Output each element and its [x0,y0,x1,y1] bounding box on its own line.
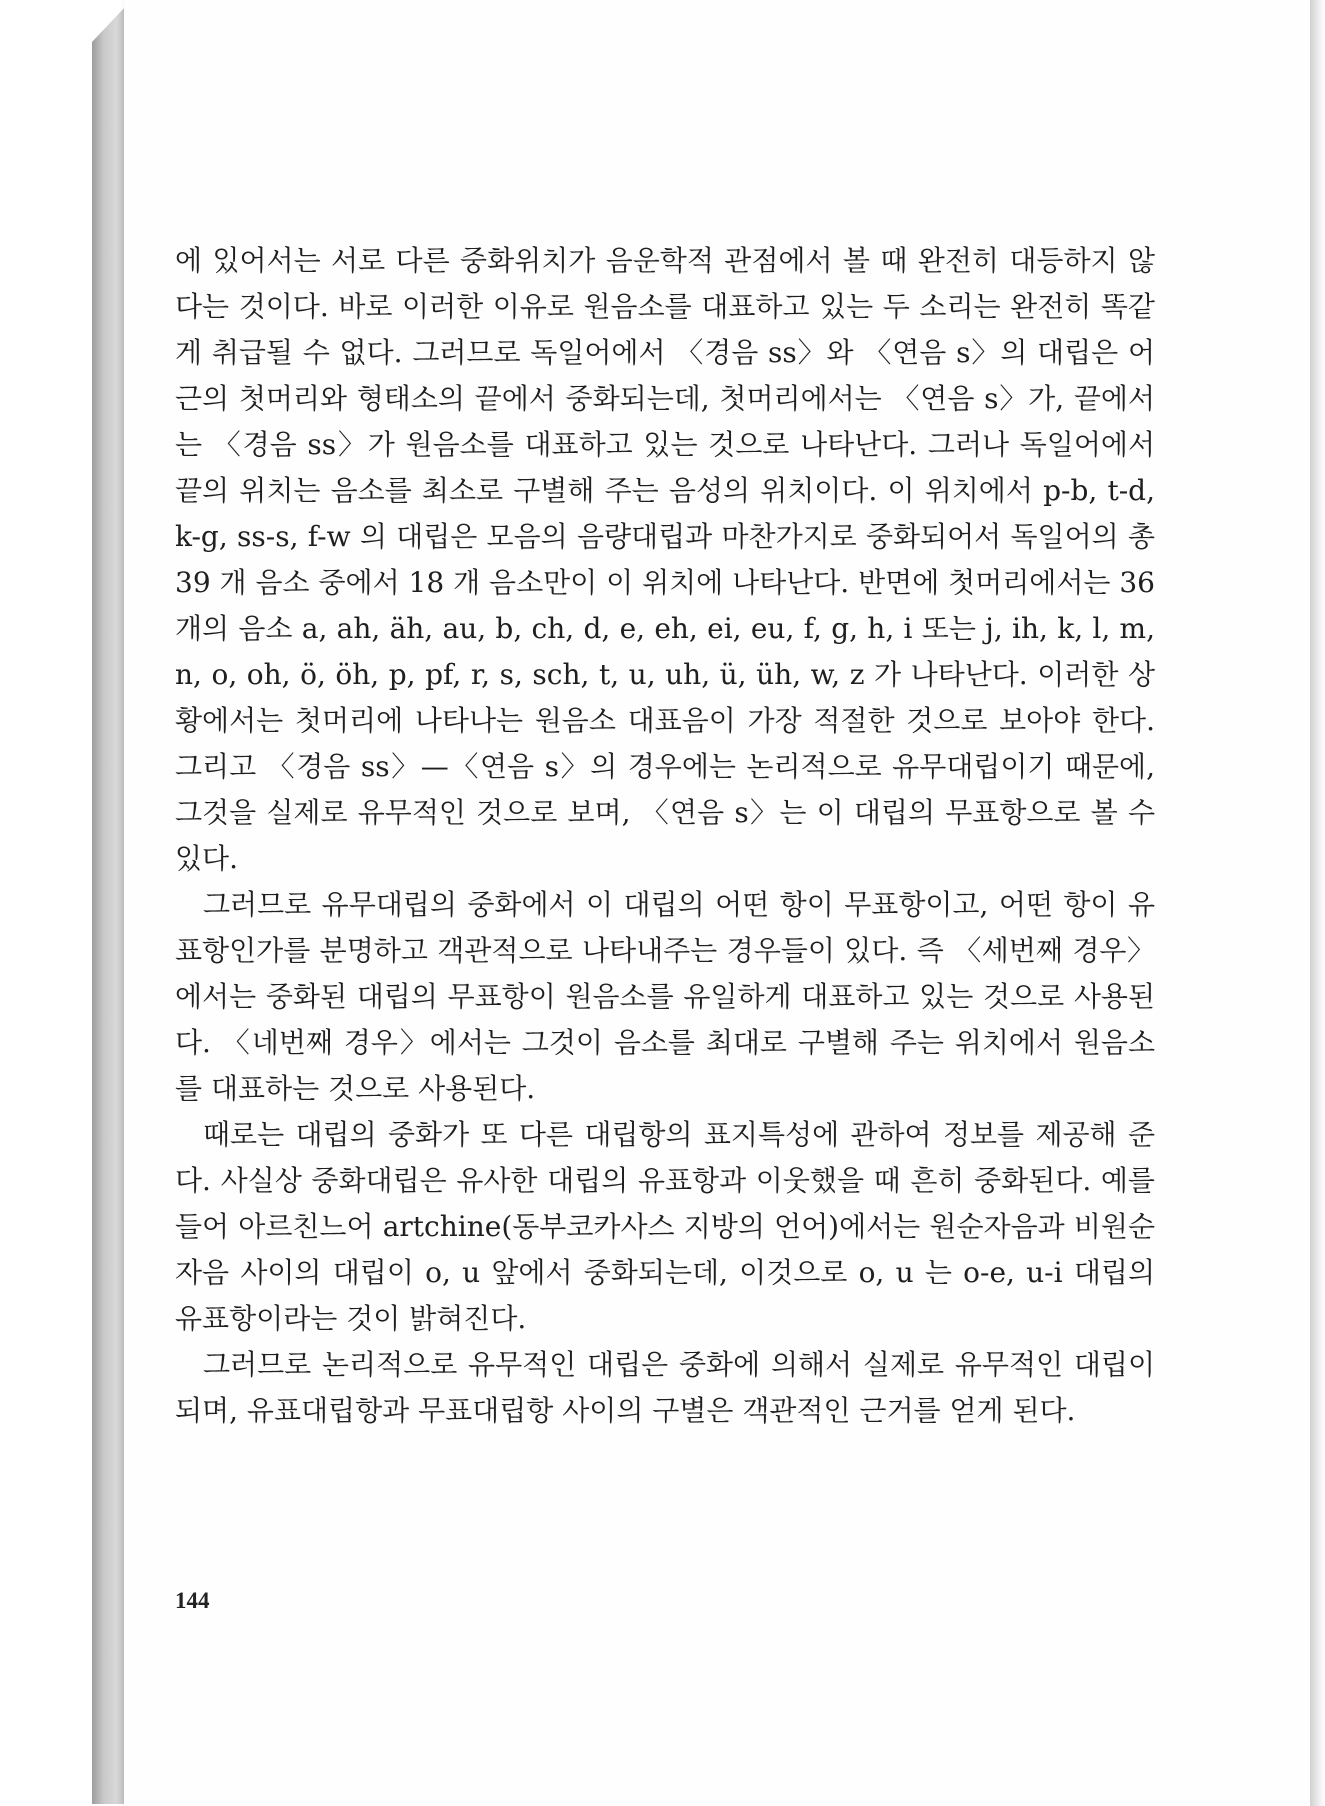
page-edge-shadow [1310,0,1325,1806]
page-block-edge [92,6,126,1804]
page-number: 144 [175,1588,210,1613]
body-text [175,238,1155,1434]
paragraph-4: 그러므로 논리적으로 유무적인 대립은 중화에 의해서 실제로 유무적인 대립이 되며, 유표대립항과 무표대립항 사이의 구별은 객관적인 근거를 얻게 된다. [175,1348,1155,1427]
paragraph-2: 그러므로 유무대립의 중화에서 이 대립의 어떤 항이 무표항이고, 어떤 항이 유표항인가를 분명하고 객관적으로 나타내주는 경우들이 있다. 즉 〈세번째 경우〉에서는 중화된 대립의 무표항이 원음소를 유일하게 대표하고 있는 것으로 사용된다. 〈네번째 경우〉에서는 그것이 음소를 최대로 구별해 주는 위치에서 원음소를 대표하는 것으로 사용된다. [175,888,1155,1105]
paragraph-3: 때로는 대립의 중화가 또 다른 대립항의 표지특성에 관하여 정보를 제공해 준다. 사실상 중화대립은 유사한 대립의 유표항과 이웃했을 때 흔히 중화된다. 예를 들어 아르친느어 artchine(동부코카사스 지방의 언어)에서는 원순자음과 비원순자음 사이의 대립이 o, u 앞에서 중화되는데, 이것으로 o, u 는 o-e, u-i 대립의 유표항이라는 것이 밝혀진다. [175,1118,1155,1335]
paragraph-1: 에 있어서는 서로 다른 중화위치가 음운학적 관점에서 볼 때 완전히 대등하지 않다는 것이다. 바로 이러한 이유로 원음소를 대표하고 있는 두 소리는 완전히 똑같게 취급될 수 없다. 그러므로 독일어에서 〈경음 ss〉와 〈연음 s〉의 대립은 어근의 첫머리와 형태소의 끝에서 중화되는데, 첫머리에서는 〈연음 s〉가, 끝에서는 〈경음 ss〉가 원음소를 대표하고 있는 것으로 나타난다. 그러나 독일어에서 끝의 위치는 음소를 최소로 구별해 주는 음성의 위치이다. 이 위치에서 p-b, t-d, k-g, ss-s, f-w 의 대립은 모음의 음량대립과 마찬가지로 중화되어서 독일어의 총 39 개 음소 중에서 18 개 음소만이 이 위치에 나타난다. 반면에 첫머리에서는 36 개의 음소 a, ah, äh, au, b, ch, d, e, eh, ei, eu, f, g, h, i 또는 j, ih, k, l, m, n, o, oh, ö, öh, p, pf, r, s, sch, t, u, uh, ü, üh, w, z 가 나타난다. 이러한 상황에서는 첫머리에 나타나는 원음소 대표음이 가장 적절한 것으로 보아야 한다. 그리고 〈경음 ss〉—〈연음 s〉의 경우에는 논리적으로 유무대립이기 때문에, 그것을 실제로 유무적인 것으로 보며, 〈연음 s〉는 이 대립의 무표항으로 볼 수 있다. [175,244,1155,875]
